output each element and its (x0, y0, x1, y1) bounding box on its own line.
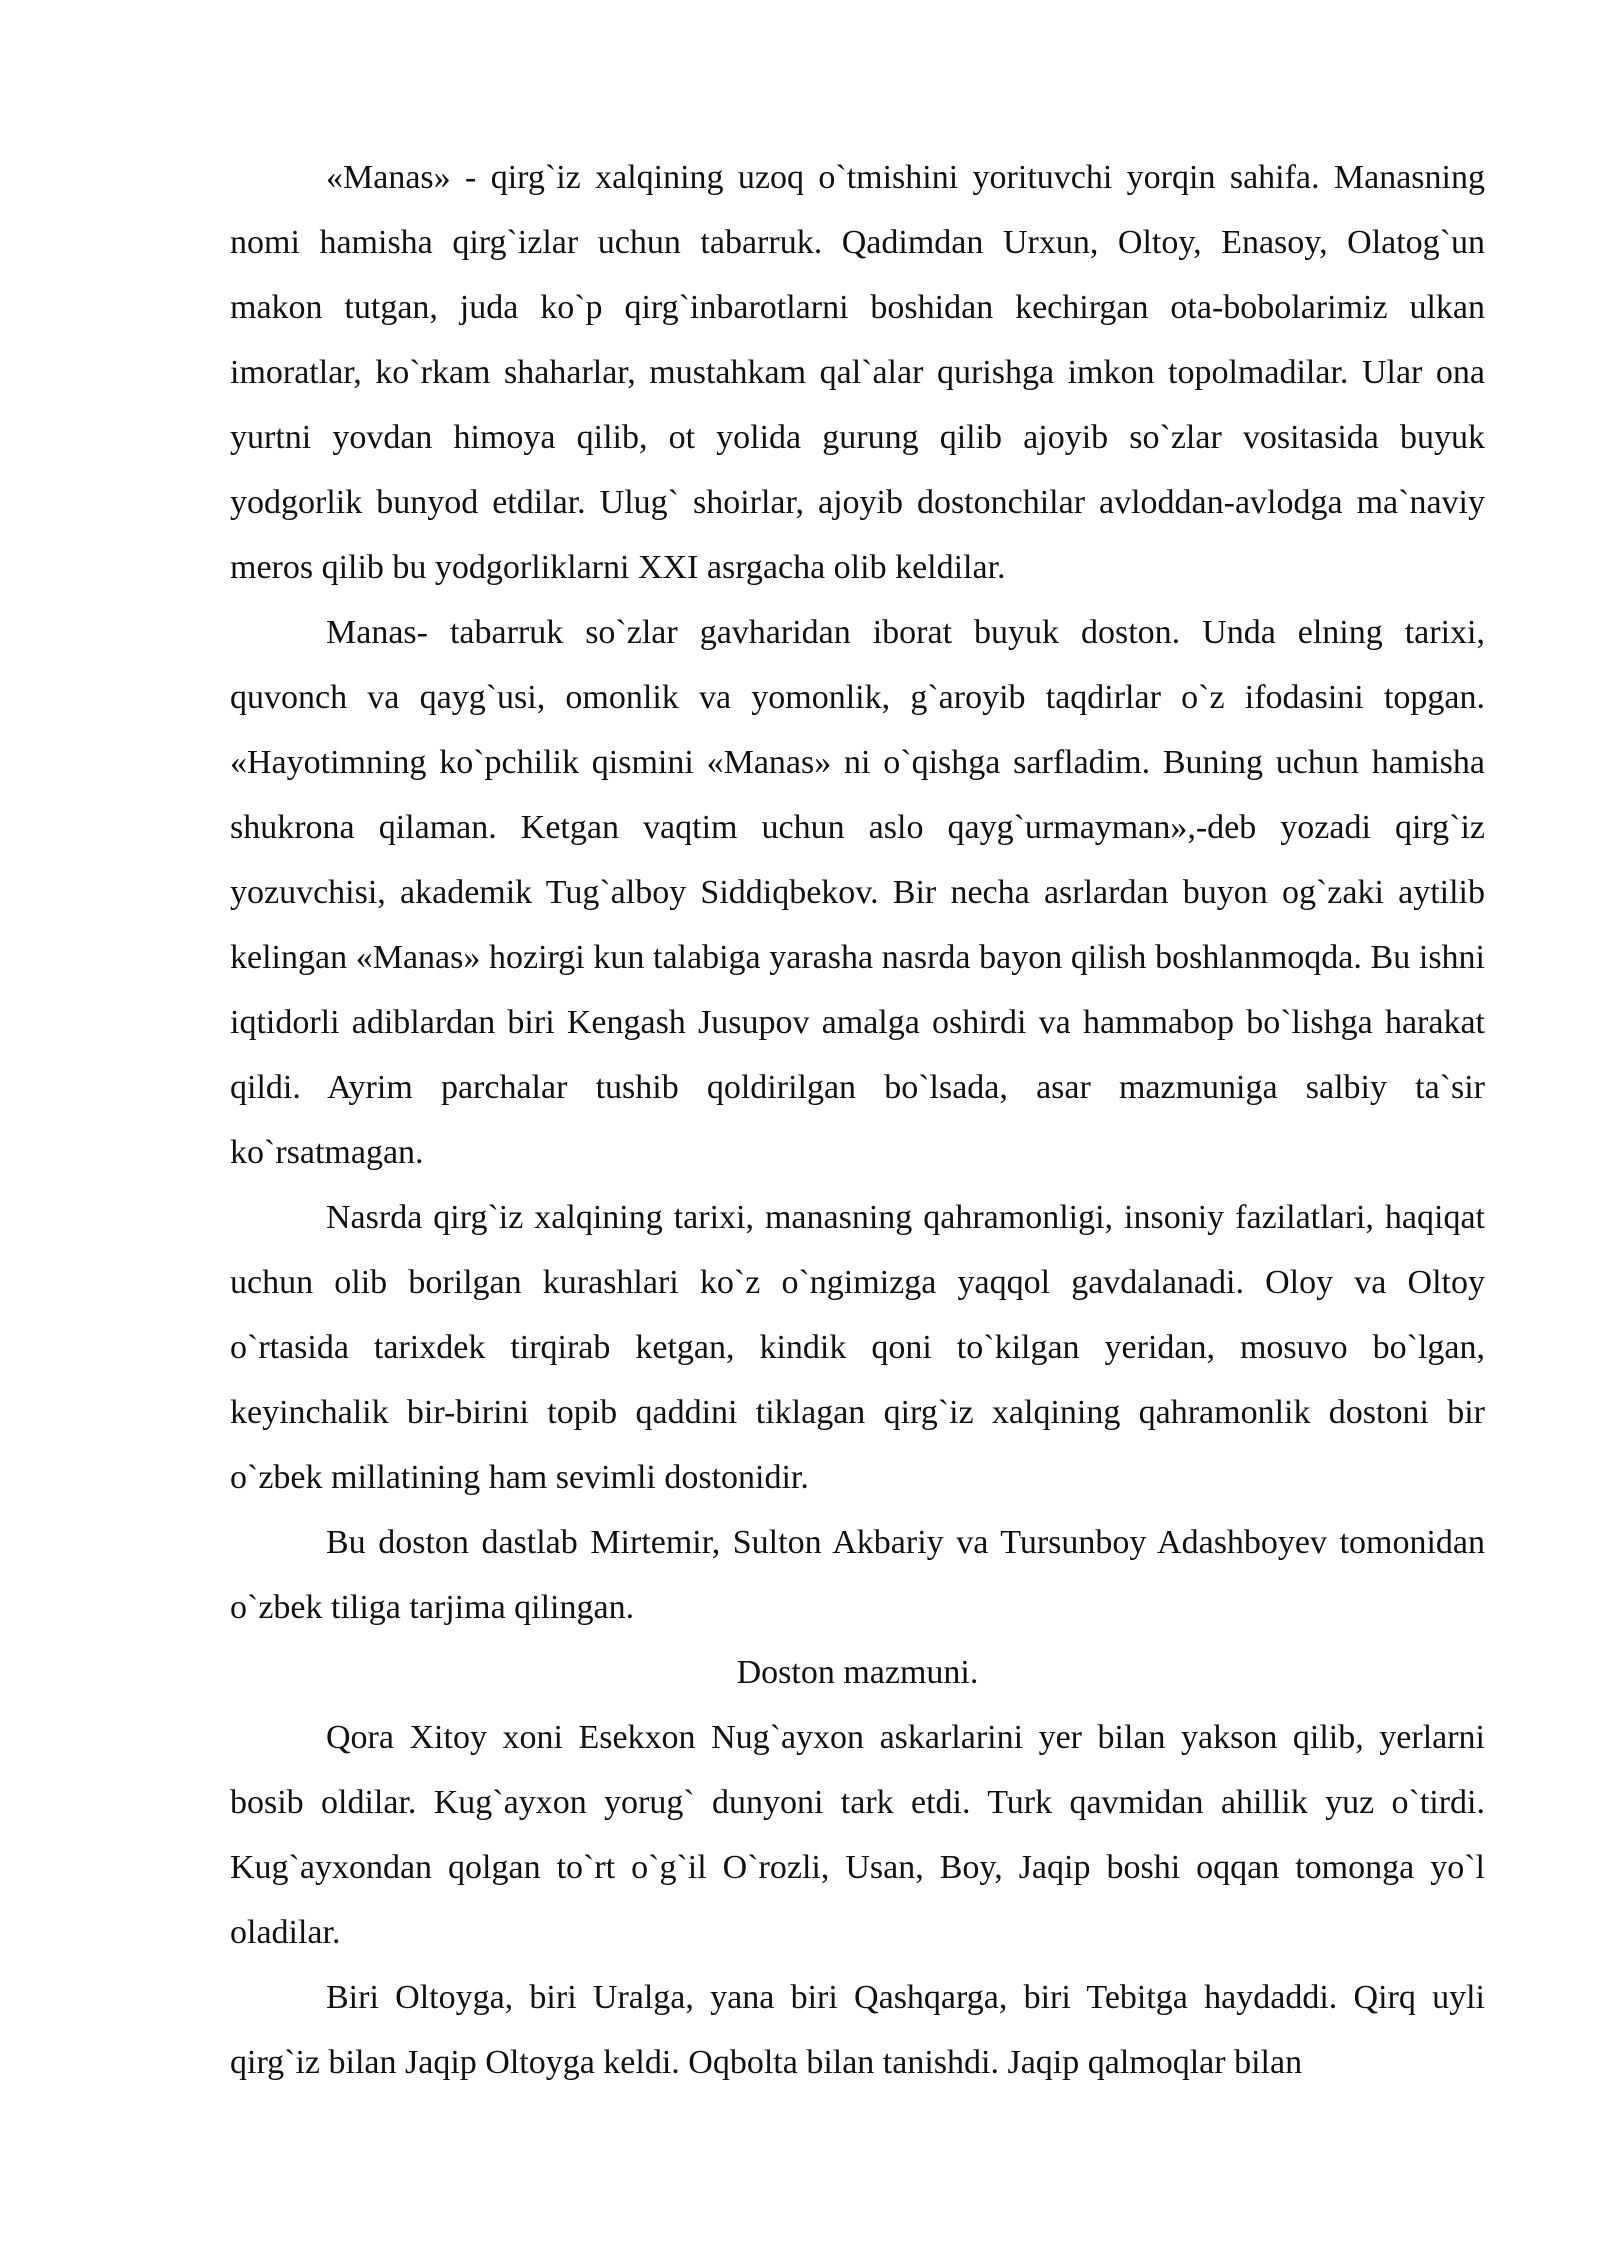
document-body (230, 145, 1485, 2095)
paragraph-nasrda: Nasrda qirg`iz xalqining tarixi, manasning qahramonligi, insoniy fazilatlari, haqiqat uchun olib borilgan kurashlari ko`z o`ngimizga yaqqol gavdalanadi. Oloy va Oltoy o`rtasida tarixdek tirqirab ketgan, kindik qoni to`kilgan yeridan, mosuvo bo`lgan, keyinchalik bir-birini topib qaddini tiklagan qirg`iz xalqining qahramonlik dostoni bir o`zbek millatining ham sevimli dostonidir. (230, 1199, 1485, 1496)
paragraph-manas-doston: Manas- tabarruk so`zlar gavharidan iborat buyuk doston. Unda elning tarixi, quvonch va qayg`usi, omonlik va yomonlik, g`aroyib taqdirlar o`z ifodasini topgan. «Hayotimning ko`pchilik qismini «Manas» ni o`qishga sarfladim. Buning uchun hamisha shukrona qilaman. Ketgan vaqtim uchun aslo qayg`urmayman»,-deb yozadi qirg`iz yozuvchisi, akademik Tug`alboy Siddiqbekov. Bir necha asrlardan buyon og`zaki aytilib kelingan «Manas» hozirgi kun talabiga yarasha nasrda bayon qilish boshlanmoqda. Bu ishni iqtidorli adiblardan biri Kengash Jusupov amalga oshirdi va hammabop bo`lishga harakat qildi. Ayrim parchalar tushib qoldirilgan bo`lsada, asar mazmuniga salbiy ta`sir ko`rsatmagan. (230, 614, 1485, 1171)
paragraph-biri-oltoyga: Biri Oltoyga, biri Uralga, yana biri Qashqarga, biri Tebitga haydaddi. Qirq uyli qirg`iz bilan Jaqip Oltoyga keldi. Oqbolta bilan tanishdi. Jaqip qalmoqlar bilan (230, 1979, 1485, 2081)
paragraph-translation: Bu doston dastlab Mirtemir, Sulton Akbariy va Tursunboy Adashboyev tomonidan o`zbek tiliga tarjima qilingan. (230, 1524, 1485, 1626)
paragraph-intro-manas: «Manas» - qirg`iz xalqining uzoq o`tmishini yorituvchi yorqin sahifa. Manasning nomi hamisha qirg`izlar uchun tabarruk. Qadimdan Urxun, Oltoy, Enasoy, Olatog`un makon tutgan, juda ko`p qirg`inbarotlarni boshidan kechirgan ota-bobolarimiz ulkan imoratlar, ko`rkam shaharlar, mustahkam qal`alar qurishga imkon topolmadilar. Ular ona yurtni yovdan himoya qilib, ot yolida gurung qilib ajoyib so`zlar vositasida buyuk yodgorlik bunyod etdilar. Ulug` shoirlar, ajoyib dostonchilar avloddan-avlodga ma`naviy meros qilib bu yodgorliklarni XXI asrgacha olib keldilar. (230, 159, 1485, 586)
section-heading: Doston mazmuni. (736, 1654, 979, 1691)
paragraph-qora-xitoy: Qora Xitoy xoni Esekxon Nug`ayxon askarlarini yer bilan yakson qilib, yerlarni bosib oldilar. Kug`ayxon yorug` dunyoni tark etdi. Turk qavmidan ahillik yuz o`tirdi. Kug`ayxondan qolgan to`rt o`g`il O`rozli, Usan, Boy, Jaqip boshi oqqan tomonga yo`l oladilar. (230, 1719, 1485, 1951)
